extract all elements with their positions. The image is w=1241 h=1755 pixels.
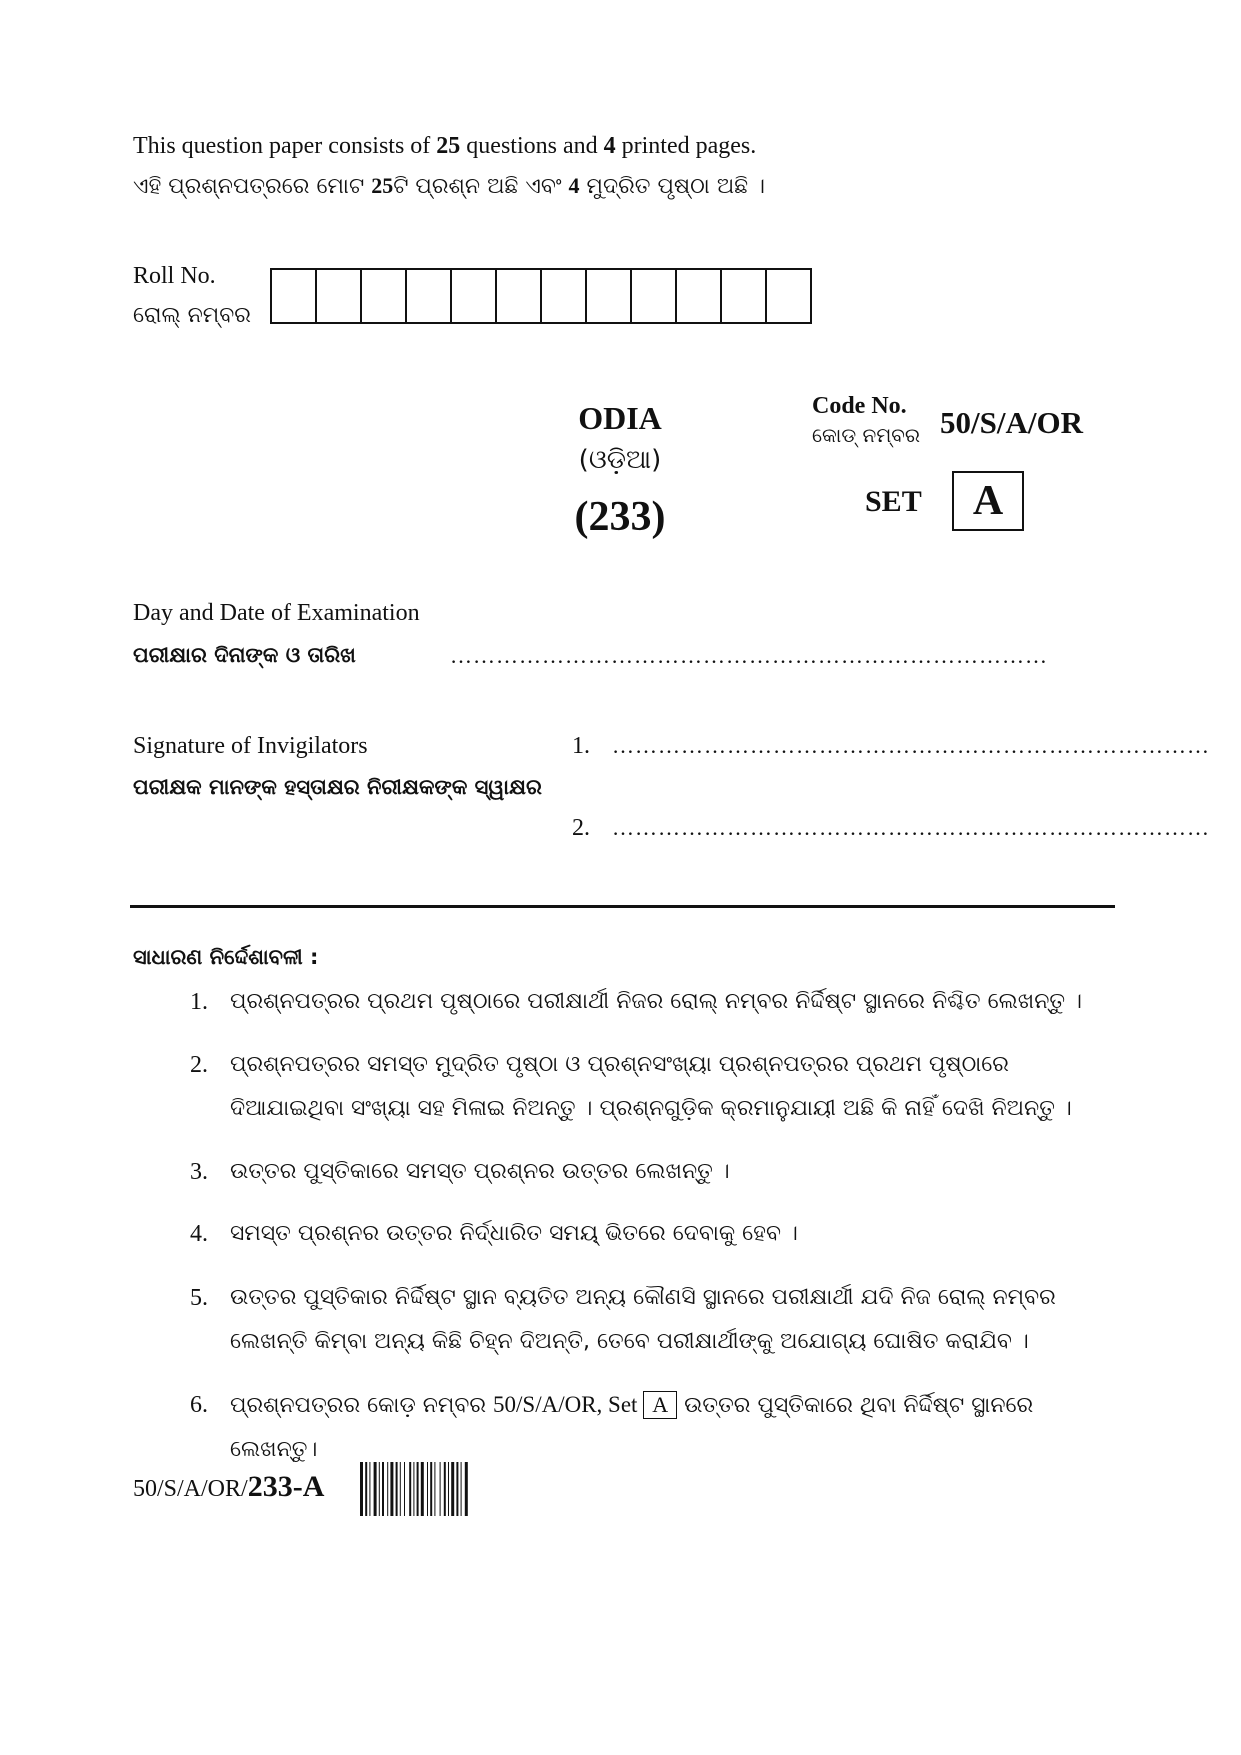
instruction-text: ସମସ୍ତ ପ୍ରଶ୍ନର ଉତ୍ତର ନିର୍ଦ୍ଧାରିତ ସମୟ୍ ଭିତରେ ଦେବାକୁ ହେବ ।: [230, 1221, 798, 1246]
signature-line-2-num: 2.: [572, 815, 590, 841]
barcode-bar: [440, 1462, 441, 1516]
instruction-code: 50/S/A/OR, Set: [493, 1392, 644, 1417]
set-label: SET: [865, 485, 922, 518]
page-count: 4: [603, 133, 616, 159]
instruction-text: ପ୍ରଶ୍ନପତ୍ରର ସମସ୍ତ ମୁଦ୍ରିତ ପୃଷ୍ଠା ଓ ପ୍ରଶ୍ନସଂଖ୍ୟା ପ୍ରଶ୍ନପତ୍ରର ପ୍ରଥମ ପୃଷ୍ଠାରେ ଦିଆଯାଇଥିବା ସଂଖ୍ୟା ସହ ମିଳାଇ ନିଅନ୍ତୁ । ପ୍ରଶ୍ନଗୁଡ଼ିକ କ୍ରମାନୁଯାୟୀ ଅଛି କି ନାହିଁ ଦେଖି ନିଅନ୍ତୁ ।: [230, 1052, 1072, 1121]
barcode-bar: [413, 1462, 414, 1516]
info-text-od: ମୁଦ୍ରିତ ପୃଷ୍ଠା ଅଛି ।: [579, 174, 766, 199]
code-value: 50/S/A/OR: [940, 405, 1083, 440]
barcode-bar: [456, 1462, 458, 1516]
signature-line-1[interactable]: ……………………………………………………………………: [612, 733, 1210, 758]
paper-info-en: [133, 133, 756, 160]
info-text: questions and: [460, 133, 604, 159]
instruction-number: 6.: [190, 1392, 208, 1418]
roll-digit-box[interactable]: [677, 270, 722, 322]
roll-label-en: Roll No.: [133, 263, 216, 289]
exam-date-label-od: ପରୀକ୍ଷାର ଦିନାଙ୍କ ଓ ତାରିଖ: [133, 643, 356, 667]
barcode-bar: [465, 1462, 468, 1516]
code-label-en: Code No.: [812, 393, 907, 419]
barcode-bar: [421, 1462, 424, 1516]
roll-digit-box[interactable]: [587, 270, 632, 322]
info-text: printed pages.: [615, 133, 757, 159]
instruction-item: [190, 1276, 1115, 1364]
instruction-number: 3.: [190, 1159, 208, 1185]
barcode-bar: [379, 1462, 380, 1516]
instruction-number: 5.: [190, 1285, 208, 1311]
barcode-bar: [382, 1462, 384, 1516]
info-text-od: ଟି ପ୍ରଶ୍ନ ଅଛି ଏବଂ: [393, 174, 569, 199]
barcode-bar: [374, 1462, 377, 1516]
instruction-number: 2.: [190, 1052, 208, 1078]
instruction-item: [190, 1383, 1115, 1472]
info-text-od: ଏହି ପ୍ରଶ୍ନପତ୍ରରେ ମୋଟ: [133, 174, 372, 199]
instruction-item: [190, 980, 1115, 1024]
instruction-number: 1.: [190, 989, 208, 1015]
roll-digit-box[interactable]: [407, 270, 452, 322]
barcode-bar: [369, 1462, 370, 1516]
barcode-bar: [404, 1462, 405, 1516]
instructions-heading: ସାଧାରଣ ନିର୍ଦ୍ଦେଶାବଳୀ :: [133, 945, 319, 969]
barcode-bar: [387, 1462, 388, 1516]
footer-code-prefix: 50/S/A/OR/: [133, 1476, 248, 1502]
barcode-bar: [390, 1462, 393, 1516]
roll-digit-box[interactable]: [722, 270, 767, 322]
roll-digit-box[interactable]: [272, 270, 317, 322]
instruction-item: [190, 1150, 1115, 1194]
paper-info-od: [133, 173, 765, 199]
roll-number-boxes[interactable]: [270, 268, 812, 324]
page-count-od: 4: [568, 173, 580, 198]
subject-name-od: (ଓଡ଼ିଆ): [578, 445, 662, 475]
question-count-od: 25: [371, 173, 394, 198]
instruction-number: 4.: [190, 1221, 208, 1247]
roll-digit-box[interactable]: [317, 270, 362, 322]
barcode-bar: [417, 1462, 419, 1516]
info-text: This question paper consists of: [133, 133, 437, 159]
barcode-bar: [400, 1462, 401, 1516]
signature-label-en: Signature of Invigilators: [133, 733, 368, 759]
signature-line-1-num: 1.: [572, 733, 590, 759]
exam-date-label-en: Day and Date of Examination: [133, 600, 420, 626]
barcode-bar: [365, 1462, 367, 1516]
section-divider: [130, 905, 1115, 908]
barcode-bar: [430, 1462, 432, 1516]
barcode-bar: [451, 1462, 454, 1516]
subject-name: ODIA: [578, 400, 662, 436]
roll-label-od: ରୋଲ୍ ନମ୍ବର: [133, 303, 251, 328]
instruction-text: ପ୍ରଶ୍ନପତ୍ରର ପ୍ରଥମ ପୃଷ୍ଠାରେ ପରୀକ୍ଷାର୍ଥୀ ନିଜର ରୋଲ୍ ନମ୍ବର ନିର୍ଦ୍ଦିଷ୍ଟ ସ୍ଥାନରେ ନିଶ୍ଚିତ ଲେଖନ୍ତୁ ।: [230, 989, 1082, 1014]
roll-digit-box[interactable]: [452, 270, 497, 322]
exam-date-field[interactable]: ……………………………………………………………………: [450, 643, 1048, 668]
footer-code-suffix: 233-A: [247, 1470, 325, 1503]
question-count: 25: [436, 133, 461, 159]
barcode: [360, 1462, 560, 1516]
signature-label-od: ପରୀକ୍ଷକ ମାନଙ୍କ ହସ୍ତାକ୍ଷର ନିରୀକ୍ଷକଙ୍କ ସ୍ୱାକ୍ଷର: [133, 775, 542, 799]
signature-line-2[interactable]: ……………………………………………………………………: [612, 815, 1210, 840]
roll-digit-box[interactable]: [632, 270, 677, 322]
subject-code: (233): [574, 494, 666, 540]
roll-digit-box[interactable]: [542, 270, 587, 322]
instruction-set-box: A: [643, 1391, 677, 1419]
barcode-bar: [434, 1462, 435, 1516]
instruction-text-part: ପ୍ରଶ୍ନପତ୍ରର କୋଡ଼ ନମ୍ବର: [230, 1393, 494, 1418]
barcode-bar: [409, 1462, 411, 1516]
roll-digit-box[interactable]: [497, 270, 542, 322]
roll-digit-box[interactable]: [362, 270, 407, 322]
barcode-bar: [444, 1462, 446, 1516]
barcode-bar: [396, 1462, 398, 1516]
barcode-bar: [448, 1462, 449, 1516]
instruction-text-part: ଉତ୍ତର ପୁସ୍ତିକାରେ ଥିବା ନିର୍ଦ୍ଦିଷ୍ଟ ସ୍ଥାନରେ ଲେଖନ୍ତୁ।: [230, 1393, 1034, 1462]
code-label-od: କୋଡ୍ ନମ୍ବର: [812, 423, 921, 447]
set-value-box: A: [952, 471, 1024, 531]
instruction-item: [190, 1212, 1115, 1256]
barcode-bar: [427, 1462, 428, 1516]
instruction-text: ଉତ୍ତର ପୁସ୍ତିକାରେ ସମସ୍ତ ପ୍ରଶ୍ନର ଉତ୍ତର ଲେଖନ୍ତୁ ।: [230, 1159, 730, 1184]
barcode-bar: [461, 1462, 462, 1516]
barcode-bar: [360, 1462, 363, 1516]
instruction-text: ଉତ୍ତର ପୁସ୍ତିକାର ନିର୍ଦ୍ଦିଷ୍ଟ ସ୍ଥାନ ବ୍ୟତିତ ଅନ୍ୟ କୌଣସି ସ୍ଥାନରେ ପରୀକ୍ଷାର୍ଥୀ ଯଦି ନିଜ ରୋଲ୍ ନମ୍ବର ଲେଖନ୍ତି କିମ୍ବା ଅନ୍ୟ କିଛି ଚିହ୍ନ ଦିଅନ୍ତି, ତେବେ ପରୀକ୍ଷାର୍ଥୀଙ୍କୁ ଅଯୋଗ୍ୟ ଘୋଷିତ କରାଯିବ ।: [230, 1285, 1056, 1354]
roll-digit-box[interactable]: [767, 270, 810, 322]
footer-paper-code: [133, 1470, 324, 1504]
instruction-item: [190, 1043, 1115, 1131]
instruction-text: [230, 1383, 1115, 1472]
